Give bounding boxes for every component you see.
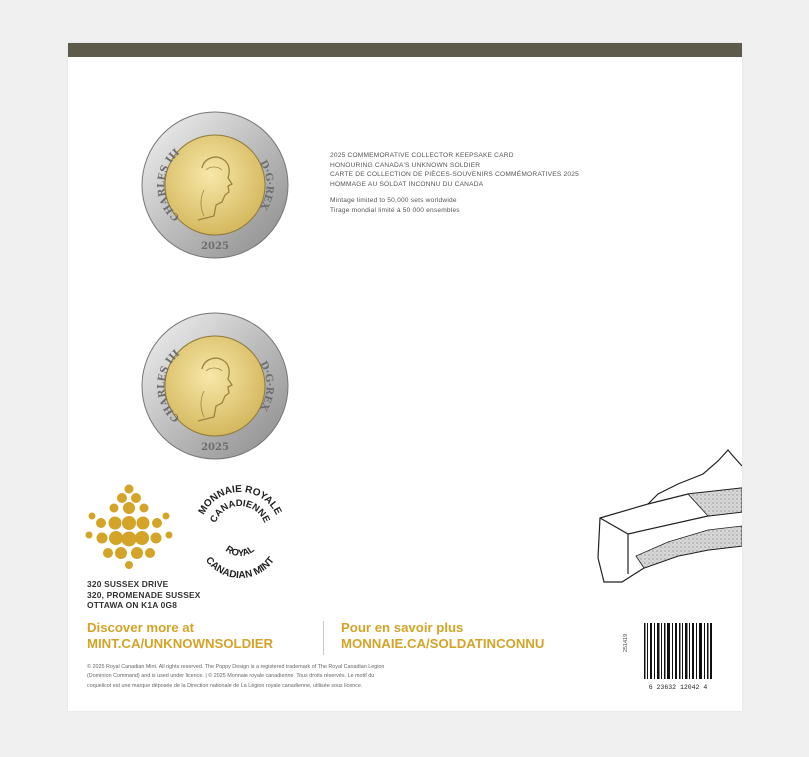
title-en: 2025 COMMEMORATIVE COLLECTOR KEEPSAKE CARD bbox=[330, 152, 514, 159]
maple-leaf-logo-icon bbox=[84, 483, 174, 571]
seal-outer-top: MONNAIE ROYALE bbox=[196, 483, 284, 517]
coin-year: 2025 bbox=[201, 241, 229, 252]
barcode-number: 6 23632 12042 4 bbox=[648, 684, 708, 691]
subtitle-fr: HOMMAGE AU SOLDAT INCONNU DU CANADA bbox=[330, 180, 484, 188]
seal-inner-top: CANADIENNE bbox=[208, 497, 272, 525]
cta-french bbox=[341, 620, 544, 652]
cta-english bbox=[87, 620, 273, 652]
toonie-coin-2 bbox=[140, 311, 290, 461]
coin-legend-right: D·G·REX bbox=[257, 158, 275, 212]
mintage-en: Mintage limited to 50,000 sets worldwide bbox=[330, 197, 457, 205]
seal-outer-bottom: CANADIAN MINT bbox=[203, 554, 277, 582]
legal-line-2: (Dominion Command) and is used under licence. | © 2025 Monnaie royale canadienne. Tous droits réservés. Le motif du bbox=[87, 673, 375, 680]
legal-line-1: © 2025 Royal Canadian Mint. All rights reserved. The Poppy Design is a registered trademark of The Royal Canadian Legion bbox=[87, 664, 385, 670]
address-line-2: 320, PROMENADE SUSSEX bbox=[87, 589, 201, 600]
coin-year: 2025 bbox=[201, 442, 229, 453]
cta-divider bbox=[323, 621, 324, 655]
title-fr: CARTE DE COLLECTION DE PIÈCES-SOUVENIRS COMMÉMORATIVES 2025 bbox=[330, 171, 579, 179]
cta-fr-url[interactable]: MONNAIE.CA/SOLDATINCONNU bbox=[341, 636, 545, 651]
mintage-fr: Tirage mondial limité à 50 000 ensembles bbox=[330, 206, 460, 214]
product-code: 251419 bbox=[623, 633, 630, 653]
cta-fr-label: Pour en savoir plus bbox=[341, 620, 464, 635]
coin-legend-left: CHARLES III bbox=[156, 147, 182, 223]
barcode-icon bbox=[640, 623, 716, 693]
royal-mint-seal-icon bbox=[188, 480, 292, 584]
card-description bbox=[330, 151, 579, 216]
cta-en-url[interactable]: MINT.CA/UNKNOWNSOLDIER bbox=[87, 636, 274, 651]
coin-legend-left: CHARLES III bbox=[156, 348, 182, 424]
tomb-illustration-icon bbox=[588, 446, 742, 586]
toonie-coin-1 bbox=[140, 110, 290, 260]
cta-en-label: Discover more at bbox=[87, 620, 195, 635]
keepsake-card bbox=[68, 43, 742, 711]
mailing-address bbox=[87, 579, 201, 611]
legal-line-3: coquelicot est une marque déposée de la Direction nationale de La Légion royale canadienne, utilisée sous licence. bbox=[87, 682, 363, 689]
subtitle-en: HONOURING CANADA'S UNKNOWN SOLDIER bbox=[330, 161, 481, 169]
coin-legend-right: D·G·REX bbox=[257, 359, 275, 413]
address-line-3: OTTAWA ON K1A 0G8 bbox=[87, 600, 178, 611]
address-line-1: 320 SUSSEX DRIVE bbox=[87, 579, 169, 589]
legal-notice bbox=[87, 663, 697, 691]
top-bar bbox=[68, 43, 742, 57]
svg-text:ROYAL bbox=[223, 544, 256, 559]
seal-inner-bottom: ROYAL bbox=[223, 543, 257, 560]
